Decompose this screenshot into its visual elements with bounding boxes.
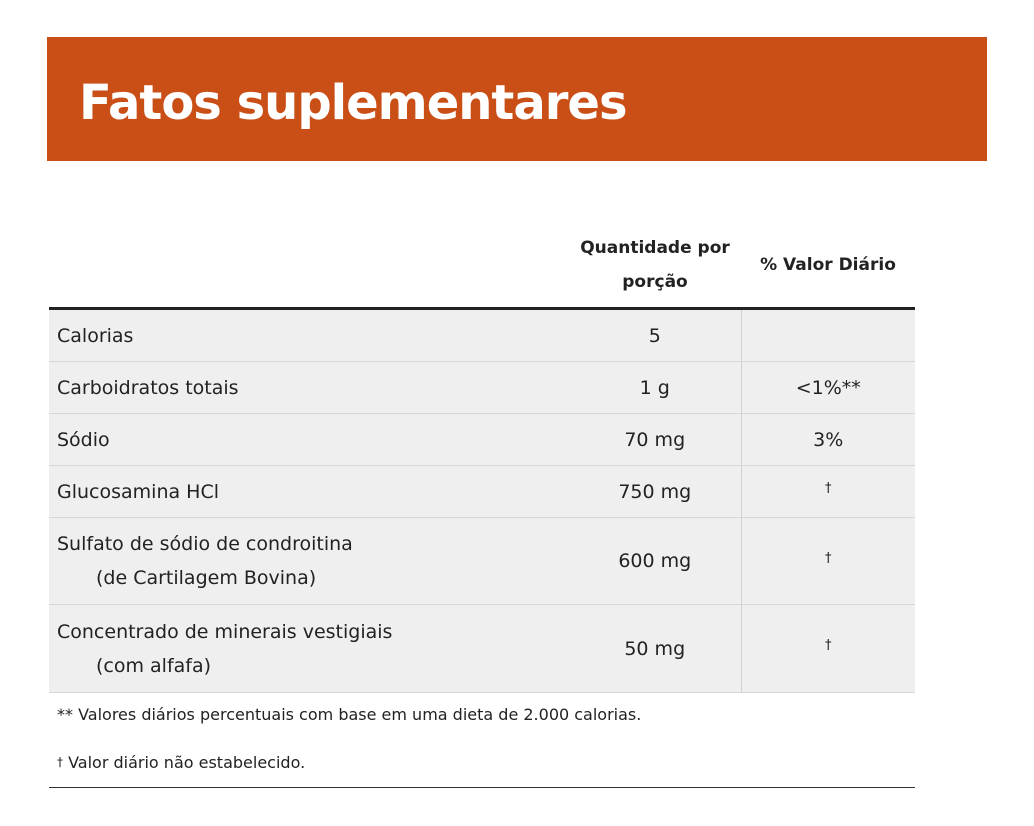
column-header-nutrient xyxy=(49,225,569,309)
nutrient-amount: 600 mg xyxy=(569,518,741,605)
table-row xyxy=(49,466,915,518)
nutrient-name-text: Calorias xyxy=(57,324,134,347)
supplement-facts-header xyxy=(47,37,987,161)
table-header-row xyxy=(49,225,915,309)
nutrient-daily-value: <1%** xyxy=(741,362,915,414)
nutrient-amount: 70 mg xyxy=(569,414,741,466)
footnote-percent-daily-value: ** Valores diários percentuais com base em uma dieta de 2.000 calorias. xyxy=(57,705,642,724)
nutrient-name-text: Concentrado de minerais vestigiais xyxy=(57,620,393,643)
column-header-daily-value: % Valor Diário xyxy=(741,225,915,309)
nutrient-name xyxy=(49,605,569,693)
nutrient-daily-value xyxy=(741,466,915,518)
nutrient-source-note: (de Cartilagem Bovina) xyxy=(96,567,317,589)
page-title: Fatos suplementares xyxy=(79,75,627,131)
table-row xyxy=(49,605,915,693)
nutrient-daily-value xyxy=(741,605,915,693)
nutrient-daily-value: 3% xyxy=(741,414,915,466)
dagger-mark: † xyxy=(825,638,832,653)
nutrient-source-note: (com alfafa) xyxy=(96,654,212,677)
column-header-amount-per-serving: Quantidade por porção xyxy=(569,225,741,309)
nutrient-amount: 5 xyxy=(569,309,741,362)
dagger-mark: † xyxy=(825,550,832,566)
table-row xyxy=(49,414,915,466)
nutrient-amount: 750 mg xyxy=(569,466,741,518)
nutrient-name xyxy=(49,518,569,605)
nutrient-name xyxy=(49,414,569,466)
footnote-dagger-symbol: † xyxy=(57,755,63,769)
nutrient-name-text: Glucosamina HCl xyxy=(57,480,220,503)
nutrient-name-text: Sódio xyxy=(57,428,110,451)
footnote-dagger xyxy=(57,753,305,772)
footnote-dagger-text: Valor diário não estabelecido. xyxy=(63,753,306,772)
nutrient-daily-value xyxy=(741,309,915,362)
table-row xyxy=(49,518,915,605)
nutrient-amount: 1 g xyxy=(569,362,741,414)
nutrient-amount: 50 mg xyxy=(569,605,741,693)
nutrient-name xyxy=(49,309,569,362)
nutrient-name xyxy=(49,466,569,518)
supplement-facts-table xyxy=(49,225,915,693)
nutrient-name-text: Carboidratos totais xyxy=(57,376,239,399)
nutrient-name xyxy=(49,362,569,414)
dagger-mark: † xyxy=(825,481,832,496)
nutrient-name-text: Sulfato de sódio de condroitina xyxy=(57,533,353,555)
table-row xyxy=(49,362,915,414)
table-row xyxy=(49,309,915,362)
nutrient-daily-value xyxy=(741,518,915,605)
footnotes xyxy=(49,693,915,788)
